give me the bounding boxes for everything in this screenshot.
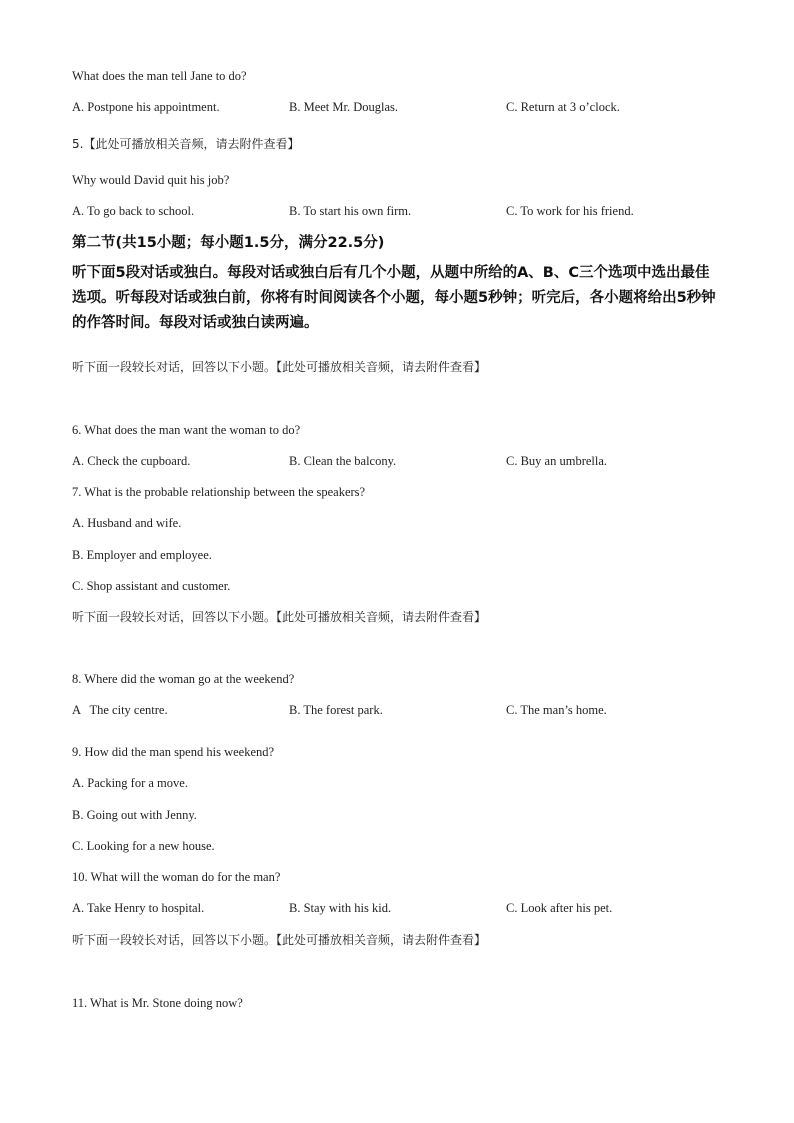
question-7-option-c: C. Shop assistant and customer.: [72, 579, 231, 593]
question-6-option-c: C. Buy an umbrella.: [506, 454, 608, 468]
question-11-text: 11. What is Mr. Stone doing now?: [72, 996, 243, 1010]
question-6-option-b: B. Clean the balcony.: [289, 454, 397, 468]
question-4-option-c: C. Return at 3 o’clock.: [506, 100, 620, 114]
question-5-text: Why would David quit his job?: [72, 173, 230, 187]
question-5-option-a: A. To go back to school.: [72, 204, 195, 218]
question-9-option-b: B. Going out with Jenny.: [72, 808, 197, 822]
section-2-instructions: 听下面5段对话或独白。每段对话或独白后有几个小题，从题中所给的A、B、C三个选项中选出最佳选项。听每段对话或独白前，你将有时间阅读各个小题，每小题5秒钟；听完后，各小题将给出5秒钟的作答时间。每段对话或独白读两遍。: [72, 265, 716, 331]
question-9-option-c: C. Looking for a new house.: [72, 839, 215, 853]
dialog-note-1: 听下面一段较长对话，回答以下小题。【此处可播放相关音频，请去附件查看】: [72, 360, 487, 374]
question-8-option-a: A The city centre.: [72, 703, 168, 717]
question-4-text: What does the man tell Jane to do?: [72, 69, 247, 83]
question-4-option-b: B. Meet Mr. Douglas.: [289, 100, 399, 114]
question-10-option-a: A. Take Henry to hospital.: [72, 901, 205, 915]
question-10-option-b: B. Stay with his kid.: [289, 901, 392, 915]
question-8-option-b: B. The forest park.: [289, 703, 383, 717]
question-5-option-b: B. To start his own firm.: [289, 204, 412, 218]
question-10-option-c: C. Look after his pet.: [506, 901, 613, 915]
question-6-option-a: A. Check the cupboard.: [72, 454, 191, 468]
question-10-text: 10. What will the woman do for the man?: [72, 870, 281, 884]
question-5-audio-note: 5.【此处可播放相关音频，请去附件查看】: [72, 137, 300, 151]
question-6-text: 6. What does the man want the woman to do?: [72, 423, 301, 437]
question-9-text: 9. How did the man spend his weekend?: [72, 745, 275, 759]
question-5-option-c: C. To work for his friend.: [506, 204, 634, 218]
dialog-note-3: 听下面一段较长对话，回答以下小题。【此处可播放相关音频，请去附件查看】: [72, 933, 487, 947]
dialog-note-2: 听下面一段较长对话，回答以下小题。【此处可播放相关音频，请去附件查看】: [72, 610, 487, 624]
question-7-text: 7. What is the probable relationship between the speakers?: [72, 485, 366, 499]
question-7-option-a: A. Husband and wife.: [72, 516, 182, 530]
question-9-option-a: A. Packing for a move.: [72, 776, 188, 790]
section-2-heading: 第二节(共15小题；每小题1.5分，满分22.5分): [72, 235, 385, 251]
question-7-option-b: B. Employer and employee.: [72, 548, 212, 562]
question-4-option-a: A. Postpone his appointment.: [72, 100, 220, 114]
question-8-text: 8. Where did the woman go at the weekend?: [72, 672, 295, 686]
question-8-option-c: C. The man’s home.: [506, 703, 607, 717]
